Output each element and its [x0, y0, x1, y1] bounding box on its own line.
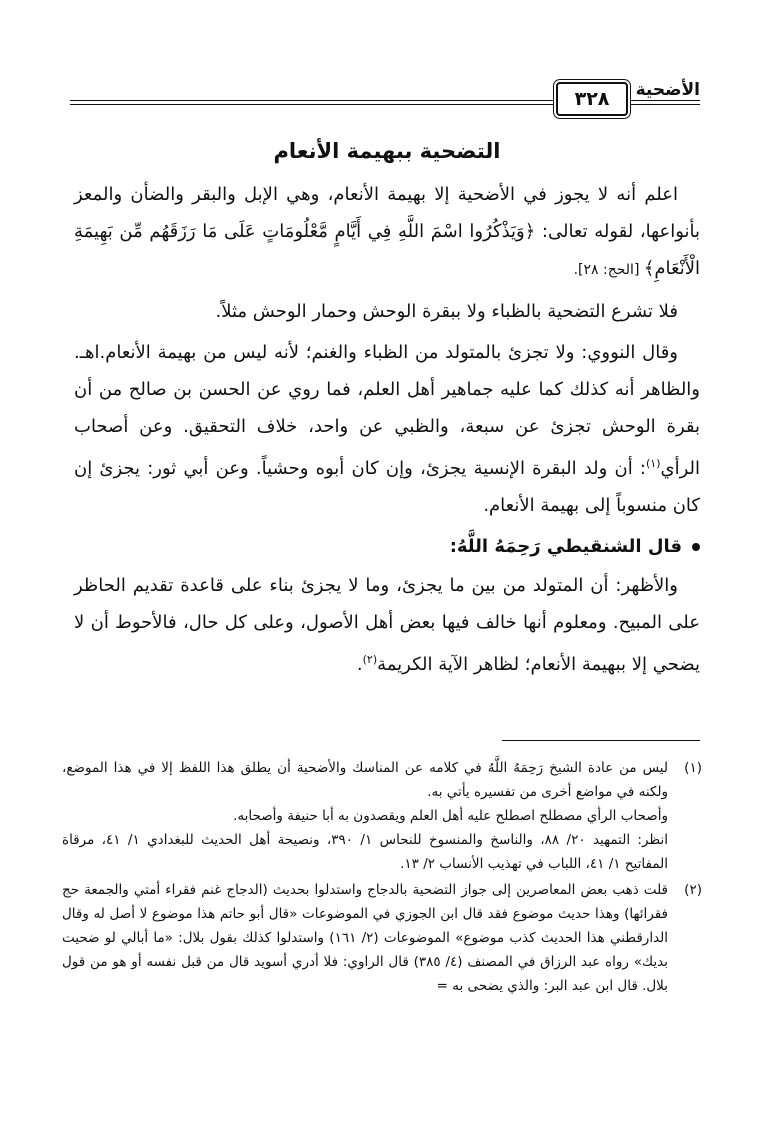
footnote-body: [62, 756, 668, 876]
paragraph-2-text: فلا تشرع التضحية بالظباء ولا ببقرة الوحش وحمار الوحش مثلاً.: [215, 301, 678, 322]
speaker-label: قال الشنقيطي رَحِمَهُ اللَّهُ:: [449, 536, 682, 557]
footnote-line: ليس من عادة الشيخ رَحِمَهُ اللَّهُ في كلامه عن المناسك والأضحية أن يطلق هذا اللفظ إلا في هذا الموضع، ولكنه في مواضع أخرى من تفسيره يأتي به.: [62, 760, 668, 800]
section-title: التضحية ببهيمة الأنعام: [273, 139, 501, 163]
page-number: ٣٢٨: [574, 88, 610, 110]
paragraph-1: [74, 176, 700, 289]
footnotes: [62, 756, 702, 1000]
main-text: [74, 132, 700, 687]
paragraph-4: والأظهر: أن المتولد من بين ما يجزئ، وما لا يجزئ بناء على قاعدة تقديم الحاظر على المبيح. ومعلوم أنها خالف فيها بعض أهل الأصول، وعلى كل حال، فالأحوط أن لا يضحي إلا ببهيمة الأنعام؛ لظاهر الآية الكريمة$^{(٢)}$.: [74, 575, 700, 675]
speaker-heading: [74, 528, 700, 565]
footnote-line: وأصحاب الرأي مصطلح اصطلح عليه أهل العلم ويقصدون به أبا حنيفة وأصحابه.: [233, 808, 668, 824]
paragraph-3-text-a: وقال النووي: ولا تجزئ بالمتولد من الظباء والغنم؛ لأنه ليس من بهيمة الأنعام.اهـ. والظاهر أنه كذلك كما عليه جماهير أهل العلم، فما روي عن الحسن بن صالح من أن بقرة الوحش تجزئ عن سبعة، والظبي عن واحد، خلاف التحقيق. وعن أصحاب الرأي: [74, 342, 700, 479]
footnote-number: (٢): [684, 882, 702, 898]
running-header: [70, 78, 700, 118]
footnote-ref-2[interactable]: (٢): [362, 653, 378, 666]
footnote-separator: [502, 740, 700, 741]
paragraph-2: [74, 293, 700, 330]
footnote-ref-1[interactable]: (١): [645, 457, 661, 470]
bullet-icon: [692, 543, 700, 551]
paragraph-3: [74, 334, 700, 524]
footnote-line: انظر: التمهيد ٢٠/ ٨٨، والناسخ والمنسوخ للنحاس ١/ ٣٩٠، ونصيحة أهل الحديث للبغدادي ١/ ٤١، مرقاة المفاتيح ١/ ٤١، اللباب في تهذيب الأنساب ٢/ ١٣.: [62, 832, 669, 872]
footnote-2: [62, 878, 702, 998]
footnote-body: [62, 878, 668, 998]
running-title: الأضحية: [635, 80, 700, 100]
quran-verse: ﴿وَيَذْكُرُوا اسْمَ اللَّهِ فِي أَيَّامٍ مَّعْلُومَاتٍ عَلَى مَا رَزَقَهُم مِّن بَهِيمَةِ الْأَنْعَامِ﴾: [74, 221, 700, 279]
footnote-number: (١): [684, 760, 702, 776]
paragraph-1-text: اعلم أنه لا يجوز في الأضحية إلا بهيمة الأنعام، وهي الإبل والبقر والضأن والمعز بأنواعها، لقوله تعالى:: [74, 184, 700, 242]
paragraph-4-text: والأظهر: أن المتولد من بين ما يجزئ، وما لا يجزئ بناء على قاعدة تقديم الحاظر على المبيح. ومعلوم أنها خالف فيها بعض أهل الأصول، وعلى كل حال، فالأحوط أن لا يضحي إلا ببهيمة الأنعام؛ لظاهر الآية الكريمة: [74, 575, 700, 675]
paragraph-3-text-b: : أن ولد البقرة الإنسية يجزئ، وإن كان أبوه وحشياً. وعن أبي ثور: يجزئ إن كان منسوباً إلى بهيمة الأنعام.: [74, 458, 700, 516]
verse-reference: [الحج: ٢٨].: [573, 262, 644, 278]
page-number-box: [556, 82, 628, 116]
footnote-line: قلت ذهب بعض المعاصرين إلى جواز التضحية بالدجاج واستدلوا بحديث (الدجاج غنم فقراء أمتي والجمعة حج فقرائها) وهذا حديث موضوع فقد قال ابن الجوزي في الموضوعات «قال أبو حاتم هذا موضوع لا أصل له وقال الدارقطني هذا الحديث كذب موضوع» الموضوعات (٢/ ١٦١) واستدلوا كذلك بقول بلال: «ما أبالي لو ضحيت بديك» رواه عبد الرزاق في المصنف (٤/ ٣٨٥) قال الراوي: فلا أدري أسويد قال من قبل نفسه أو هو من قول بلال. قال ابن عبد البر: والذي يضحى به =: [62, 882, 669, 994]
footnote-1: [62, 756, 702, 876]
